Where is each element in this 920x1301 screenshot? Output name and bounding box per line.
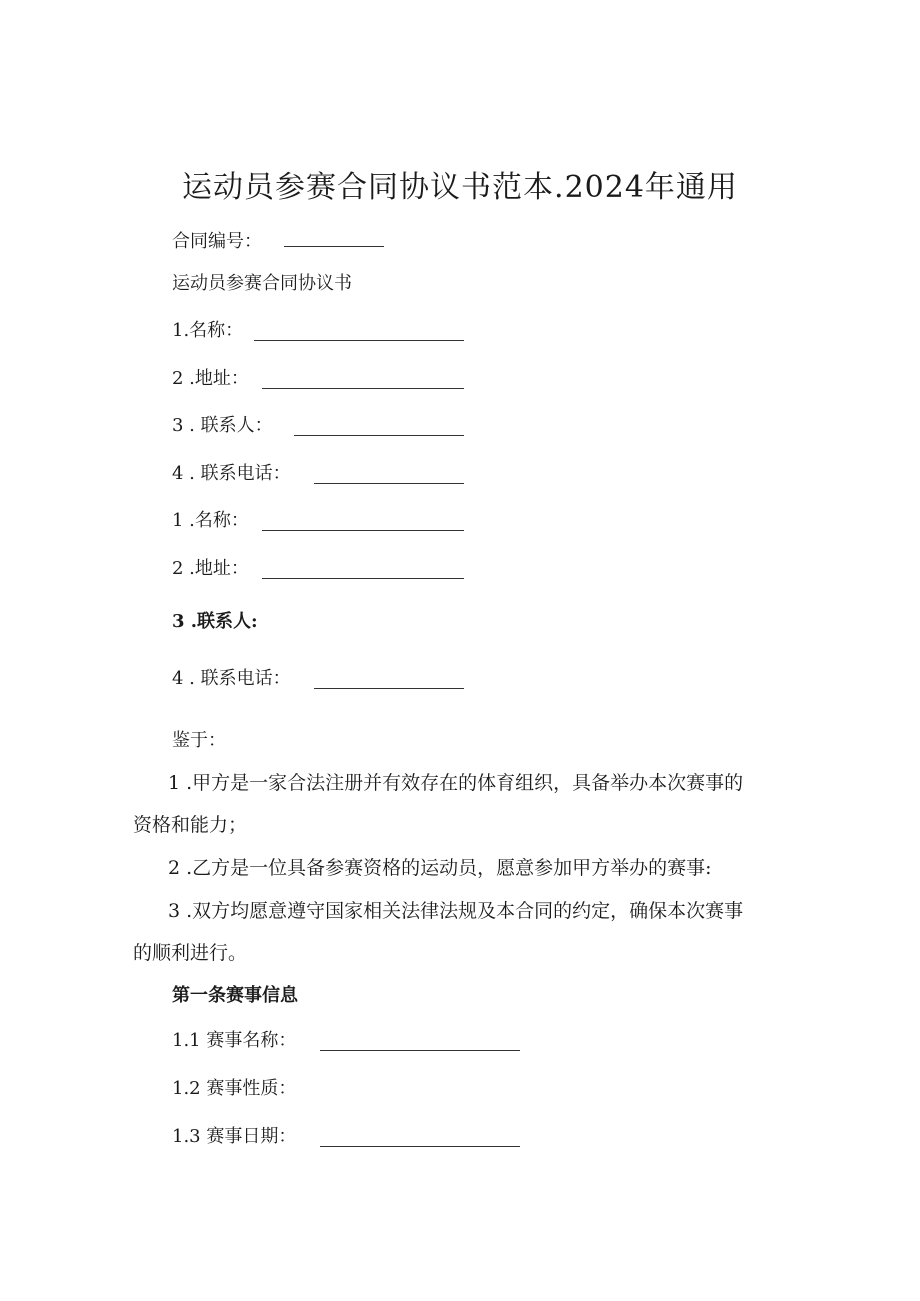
party-b-address-label: 2 .地址： (172, 558, 249, 579)
party-b-phone-row (172, 666, 291, 692)
party-b-name-label: 1 .名称： (172, 510, 249, 531)
party-a-phone-blank (314, 465, 464, 484)
party-a-name-label: 1.名称： (172, 320, 244, 341)
party-b-name-row (172, 508, 249, 534)
party-a-name-blank (254, 322, 464, 341)
party-b-address-row (172, 556, 249, 582)
event-name-label: 1.1 赛事名称： (172, 1030, 297, 1051)
party-a-contact-blank (294, 417, 464, 436)
event-nature-label: 1.2 赛事性质： (172, 1078, 297, 1099)
party-b-name-blank (262, 512, 464, 531)
whereas-item-1-line-1: 1 .甲方是一家合法注册并有效存在的体育组织，具备举办本次赛事的 (168, 772, 744, 794)
party-a-phone-label: 4 . 联系电话： (172, 463, 291, 484)
section-1-heading: 第一条赛事信息 (172, 985, 298, 1006)
event-nature-row (172, 1076, 296, 1102)
document-subtitle: 运动员参赛合同协议书 (172, 273, 352, 294)
event-name-row (172, 1028, 296, 1054)
party-b-contact-label: 3 .联系人: (172, 611, 258, 632)
contract-number-label: 合同编号： (172, 231, 262, 252)
whereas-item-1-line-2: 资格和能力； (133, 814, 248, 836)
party-b-address-blank (262, 560, 464, 579)
whereas-item-2: 2 .乙方是一位具备参赛资格的运动员，愿意参加甲方举办的赛事: (168, 857, 712, 879)
party-a-name-row (172, 318, 243, 344)
whereas-item-3-line-1: 3 .双方均愿意遵守国家相关法律法规及本合同的约定，确保本次赛事 (168, 900, 744, 922)
event-name-blank (320, 1032, 520, 1051)
party-a-address-blank (262, 370, 464, 389)
contract-number-blank (284, 228, 384, 247)
event-date-blank (320, 1128, 520, 1147)
party-a-address-row (172, 366, 249, 392)
party-b-phone-label: 4 . 联系电话： (172, 668, 291, 689)
whereas-item-3-line-2: 的顺利进行。 (133, 942, 248, 964)
event-date-label: 1.3 赛事日期： (172, 1126, 297, 1147)
party-b-contact-row (172, 609, 258, 635)
party-a-address-label: 2 .地址： (172, 368, 249, 389)
party-a-contact-label: 3 . 联系人： (172, 415, 273, 436)
whereas-label: 鉴于： (172, 730, 226, 751)
document-title: 运动员参赛合同协议书范本.2024年通用 (182, 170, 738, 205)
contract-number-row (172, 228, 384, 255)
event-date-row (172, 1124, 296, 1150)
party-a-contact-row (172, 413, 273, 439)
party-a-phone-row (172, 461, 291, 487)
party-b-phone-blank (314, 670, 464, 689)
